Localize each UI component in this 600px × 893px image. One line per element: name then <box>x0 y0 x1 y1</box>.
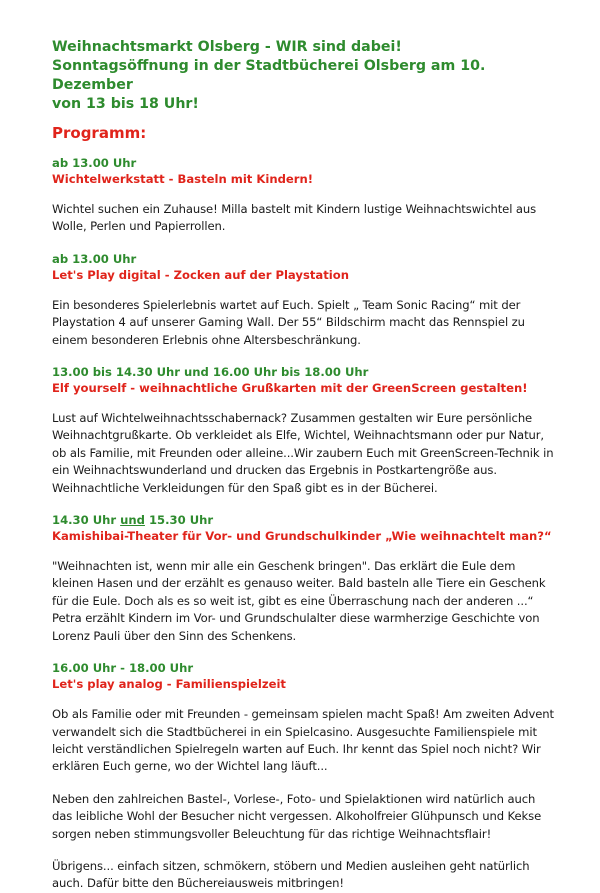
section-description: Ob als Familie oder mit Freunden - gemeinsam spielen macht Spaß! Am zweiten Advent verwandelt sich die Stadtbücherei in ein Spielcasino. Ausgesuchte Familienspiele mit leicht verständlichen Spielregeln warten auf Euch. Ihr kennt das Spiel noch nicht? Wir erklären Euch gerne, wo der Wichtel lang läuft... <box>52 707 554 774</box>
section-time: ab 13.00 Uhr <box>52 156 137 170</box>
section-heading: Let's play analog - Familienspielzeit <box>52 677 286 692</box>
program-section-lets-play-digital <box>52 251 556 349</box>
section-description: Ein besonderes Spielerlebnis wartet auf Euch. Spielt „ Team Sonic Racing“ mit der Playstation 4 auf unserer Gaming Wall. Der 55“ Bildschirm macht das Rennspiel zu einem besonderen Erlebnis ohne Altersbeschränkung. <box>52 297 525 347</box>
event-title: Weihnachtsmarkt Olsberg - WIR sind dabei! <box>52 39 402 55</box>
section-heading: Let's Play digital - Zocken auf der Playstation <box>52 267 349 282</box>
section-time-start: 14.30 Uhr <box>52 513 121 528</box>
program-section-lets-play-analog <box>52 660 556 776</box>
section-time-und: und <box>120 513 145 528</box>
program-section-elf-yourself <box>52 364 556 497</box>
section-heading: Wichtelwerkstatt - Basteln mit Kindern! <box>52 172 314 186</box>
closing-paragraph-library-card: Übrigens... einfach sitzen, schmökern, stöbern und Medien ausleihen geht natürlich auch. Dafür bitte den Büchereiausweis mitbringen! <box>52 858 530 891</box>
section-description: Wichtel suchen ein Zuhause! Milla bastelt mit Kindern lustige Weihnachtswichtel aus Wolle, Perlen und Papierrollen. <box>52 202 537 234</box>
section-description: "Weihnachten ist, wenn mir alle ein Geschenk bringen". Das erklärt die Eule dem kleinen Hasen und der erzählt es genauso weiter. Bald basteln alle Tiere ein Geschenk für die Eule. Doch als es so weit ist, gibt es eine Überraschung nach der anderen ...“ Petra erzählt Kindern im Vor- und Grundschulalter diese warmherzige Geschichte von Lorenz Pauli über den Sinn des Schenkens. <box>52 559 546 643</box>
section-time <box>52 512 556 528</box>
section-time: 16.00 Uhr - 18.00 Uhr <box>52 661 194 676</box>
section-description: Lust auf Wichtelweihnachtsschabernack? Zusammen gestalten wir Eure persönliche Weihnachtgrußkarte. Ob verkleidet als Elfe, Wichtel, Weihnachtsmann oder pur Natur, ob als Familie, mit Freunden oder alleine...Wir zaubern Euch mit GreenScreen-Technik in ein Weihnachtswunderland und drucken das Ergebnis in Postkartengröße aus. Weihnachtliche Verkleidungen für den Spaß gibt es in der Bücherei. <box>52 411 554 495</box>
section-time: ab 13.00 Uhr <box>52 251 137 266</box>
program-section-kamishibai <box>52 512 556 645</box>
section-heading: Kamishibai-Theater für Vor- und Grundschulkinder „Wie weihnachtelt man?“ <box>52 529 552 544</box>
program-section-wichtelwerkstatt <box>52 155 556 236</box>
section-heading: Elf yourself - weihnachtliche Grußkarten mit der GreenScreen gestalten! <box>52 381 528 396</box>
flyer-header <box>52 38 556 143</box>
section-time-second: 15.30 Uhr <box>144 513 214 528</box>
event-hours: von 13 bis 18 Uhr! <box>52 96 199 112</box>
event-subtitle: Sonntagsöffnung in der Stadtbücherei Olsberg am 10. Dezember <box>52 58 486 93</box>
section-time: 13.00 bis 14.30 Uhr und 16.00 Uhr bis 18.00 Uhr <box>52 365 369 380</box>
program-heading: Programm: <box>52 124 147 142</box>
closing-paragraph-catering: Neben den zahlreichen Bastel-, Vorlese-, Foto- und Spielaktionen wird natürlich auch das leibliche Wohl der Besucher nicht vergessen. Alkoholfreier Glühpunsch und Kekse sorgen neben stimmungsvoller Beleuchtung für das richtige Weihnachtsflair! <box>52 791 542 841</box>
